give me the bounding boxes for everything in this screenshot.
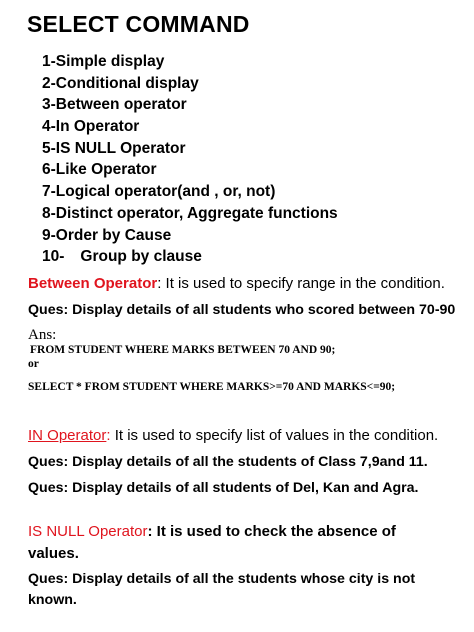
between-heading <box>28 275 445 292</box>
command-item: 8-Distinct operator, Aggregate functions <box>42 204 338 222</box>
between-description: : It is used to specify range in the condition. <box>157 275 445 292</box>
isnull-heading <box>28 523 396 540</box>
command-item: 5-IS NULL Operator <box>42 139 186 157</box>
command-item: 9-Order by Cause <box>42 226 172 244</box>
isnull-question-line2: known. <box>28 592 77 608</box>
command-list <box>42 51 338 268</box>
sql-query-between: FROM STUDENT WHERE MARKS BETWEEN 70 AND 90; <box>30 344 336 356</box>
command-item-10 <box>42 246 338 268</box>
isnull-question-line1: Ques: Display details of all the students whose city is not <box>28 571 416 587</box>
in-operator-description: It is used to specify list of values in the condition. <box>110 427 439 444</box>
command-label: Group by clause <box>80 248 202 266</box>
between-question: Ques: Display details of all students who scored between 70-90 <box>28 302 456 318</box>
sql-query-comparison: SELECT * FROM STUDENT WHERE MARKS>=70 AND MARKS<=90; <box>28 381 396 393</box>
command-item: 7-Logical operator(and , or, not) <box>42 183 276 201</box>
in-operator-heading <box>28 427 438 444</box>
in-operator-keyword: IN Operator <box>28 427 107 444</box>
command-item: 1-Simple display <box>42 53 165 70</box>
in-question-2: Ques: Display details of all students of Del, Kan and Agra. <box>28 480 419 496</box>
command-item: 4-In Operator <box>42 118 140 136</box>
between-keyword: Between Operator <box>28 275 158 292</box>
or-label: or <box>28 358 39 370</box>
command-item: 6-Like Operator <box>42 161 157 179</box>
answer-label: Ans: <box>28 327 57 343</box>
command-item: 2-Conditional display <box>42 74 199 92</box>
in-operator-colon: : <box>106 427 111 444</box>
in-question-1: Ques: Display details of all the students of Class 7,9and 11. <box>28 454 428 470</box>
isnull-description: : It is used to check the absence of <box>147 523 396 540</box>
isnull-description-cont: values. <box>28 545 79 562</box>
isnull-keyword: IS NULL Operator <box>28 523 148 540</box>
command-number: 10- <box>42 248 65 266</box>
page-title: SELECT COMMAND <box>27 11 250 37</box>
command-item: 3-Between operator <box>42 96 187 114</box>
